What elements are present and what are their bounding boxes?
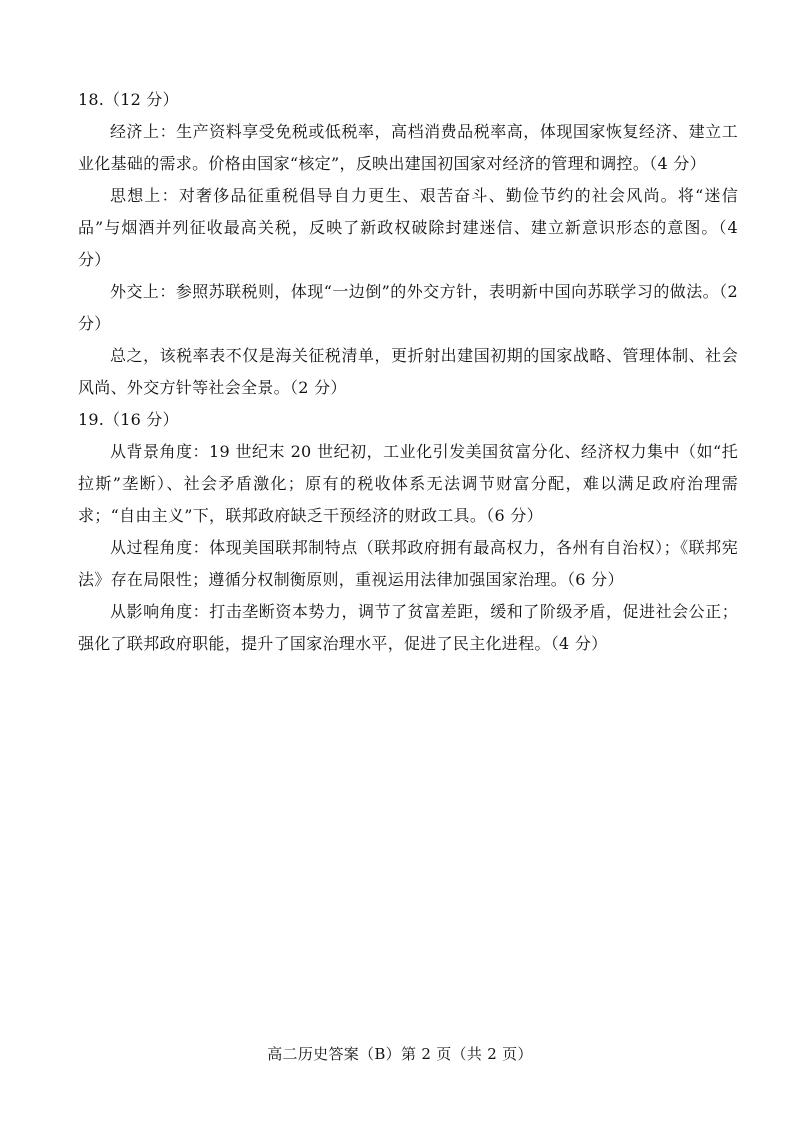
q19-process-paragraph: 从过程角度：体现美国联邦制特点（联邦政府拥有最高权力，各州有自治权）；《联邦宪法》存在局限性；遵循分权制衡原则，重视运用法律加强国家治理。（6 分）	[78, 538, 738, 589]
q19-background-paragraph: 从背景角度：19 世纪末 20 世纪初，工业化引发美国贫富分化、经济权力集中（如“托拉斯”垄断）、社会矛盾激化；原有的税收体系无法调节财富分配，难以满足政府治理需求；“自由主义”下，联邦政府缺乏干预经济的财政工具。（6 分）	[78, 442, 738, 525]
question-18-header: 18.（12 分）	[78, 90, 179, 109]
q18-economic-paragraph: 经济上：生产资料享受免税或低税率，高档消费品税率高，体现国家恢复经济、建立工业化基础的需求。价格由国家“核定”，反映出建国初国家对经济的管理和调控。（4 分）	[78, 122, 738, 173]
question-19	[78, 404, 738, 660]
q19-impact-paragraph: 从影响角度：打击垄断资本势力，调节了贫富差距，缓和了阶级矛盾，促进社会公正；强化了联邦政府职能，提升了国家治理水平，促进了民主化进程。（4 分）	[78, 602, 738, 653]
page-footer: 高二历史答案（B）第 2 页（共 2 页）	[267, 1045, 533, 1063]
question-18	[78, 84, 738, 404]
q18-summary-paragraph: 总之，该税率表不仅是海关征税清单，更折射出建国初期的国家战略、管理体制、社会风尚、外交方针等社会全景。（2 分）	[78, 346, 738, 397]
q18-diplomacy-paragraph: 外交上：参照苏联税则，体现“一边倒”的外交方针，表明新中国向苏联学习的做法。（2 分）	[78, 282, 738, 333]
q18-ideology-paragraph: 思想上：对奢侈品征重税倡导自力更生、艰苦奋斗、勤俭节约的社会风尚。将“迷信品”与烟酒并列征收最高关税，反映了新政权破除封建迷信、建立新意识形态的意图。（4 分）	[78, 186, 738, 269]
question-19-header: 19.（16 分）	[78, 410, 179, 429]
answer-content	[78, 84, 738, 660]
